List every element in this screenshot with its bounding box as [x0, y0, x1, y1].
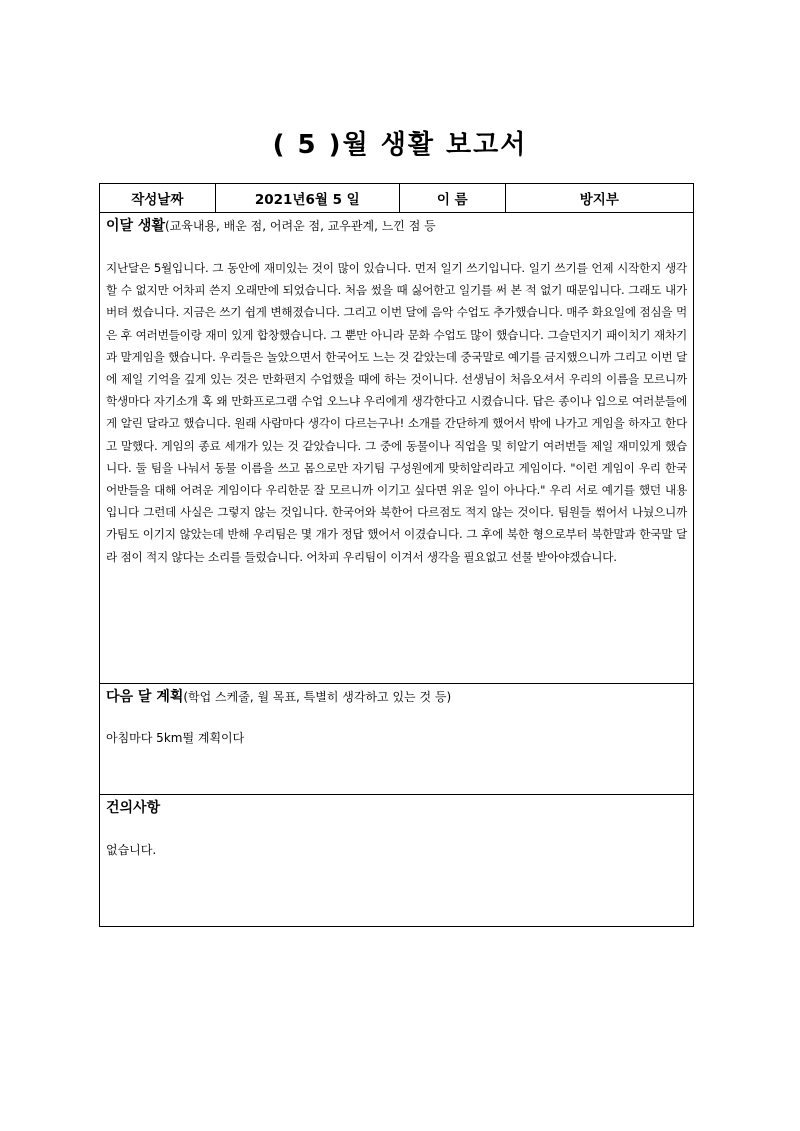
suggestions-text: 없습니다. — [106, 843, 157, 857]
next-month-plan-heading — [106, 686, 687, 707]
suggestions-section — [100, 795, 693, 927]
monthly-life-text: 지난달은 5월입니다. 그 동안에 재미있는 것이 많이 있습니다. 먼저 일기 쓰기입니다. 일기 쓰기를 언제 시작한지 생각할 수 없지만 어차피 쓴지 오래만에 되었습니다. 처음 썼을 때 싫어한고 일기를 써 본 적 없기 때문입니다. 그래도 내가 버텨 썼습니다. 지금은 쓰기 쉽게 변해졌습니다. 그리고 이번 달에 음악 수업도 추가했습니다. 매주 화요일에 점심을 먹은 후 여러번들이랑 재미 있게 합창했습니다. 그 뿐만 아니라 문화 수업도 많이 했습니다. 그슬던지기 패이치기 재차기과 말게임을 했습니다. 우리들은 놀았으면서 한국어도 느는 것 같았는데 중국말로 예기를 금지했으니까 그리고 이번 달에 제일 기억을 깊게 있는 것은 만화편지 수업했을 때에 하는 것이니다. 선생님이 처음오셔서 우리의 이름을 모르니까 학생마다 자기소개 혹 왜 만화프로그램 수업 오느냐 우리에게 생각한다고 시켰습니다. 답은 종이나 입으로 여러분들에게 알린 달라고 했습니다. 원래 사람마다 생각이 다르는구나! 소개를 간단하게 했어서 밖에 나가고 게임을 하자고 한다고 말했다. 게임의 종료 세개가 있는 것 같았습니다. 그 중에 동물이나 직업을 및 히알기 여러번들 제일 재미있게 했습니다. 둘 팀을 나눠서 동물 이름을 쓰고 몸으로만 자기팀 구성원에게 맞히알리라고 게임이다. "이런 게임이 우리 한국어반들을 대해 어려운 게임이다 우리한문 잘 모르니까 이기고 싶다면 위운 일이 아나다." 우리 서로 예기를 했던 내용입니다 그런데 사실은 그렇지 않는 것입니다. 한국어와 북한어 다르점도 적지 않는 것이다. 팀원들 썪어서 나눴으니까 가팀도 이기지 않았는데 반해 우리팀은 몇 개가 정답 했어서 이겼습니다. 그 후에 북한 형으로부터 북한말과 한국말 달라 점이 적지 않다는 소리를 들렀습니다. 어차피 우리팀이 이겨서 생각을 필요없고 선물 받아야겠습니다. — [106, 261, 687, 564]
next-month-plan-hint: (학업 스케줄, 월 목표, 특별히 생각하고 있는 것 등) — [183, 690, 452, 704]
header-row — [100, 184, 693, 213]
next-month-plan-section — [100, 684, 693, 795]
next-month-plan-title: 다음 달 계획 — [106, 689, 184, 705]
name-label: 이 름 — [400, 184, 506, 212]
monthly-life-section — [100, 213, 693, 684]
date-value: 2021년6월 5 일 — [216, 184, 400, 212]
date-label: 작성날짜 — [100, 184, 216, 212]
monthly-life-title: 이달 생활 — [106, 218, 165, 234]
suggestions-title: 건의사항 — [106, 800, 161, 816]
monthly-life-heading — [106, 215, 687, 236]
suggestions-heading — [106, 797, 687, 818]
name-value: 방지부 — [579, 192, 619, 208]
next-month-plan-text: 아침마다 5km뛸 계획이다 — [106, 731, 245, 745]
monthly-life-hint: (교육내용, 배운 점, 어려운 점, 교우관계, 느낀 점 등 — [164, 219, 436, 233]
document-title: ( 5 )월 생활 보고서 — [272, 130, 528, 160]
report-table — [99, 183, 694, 927]
